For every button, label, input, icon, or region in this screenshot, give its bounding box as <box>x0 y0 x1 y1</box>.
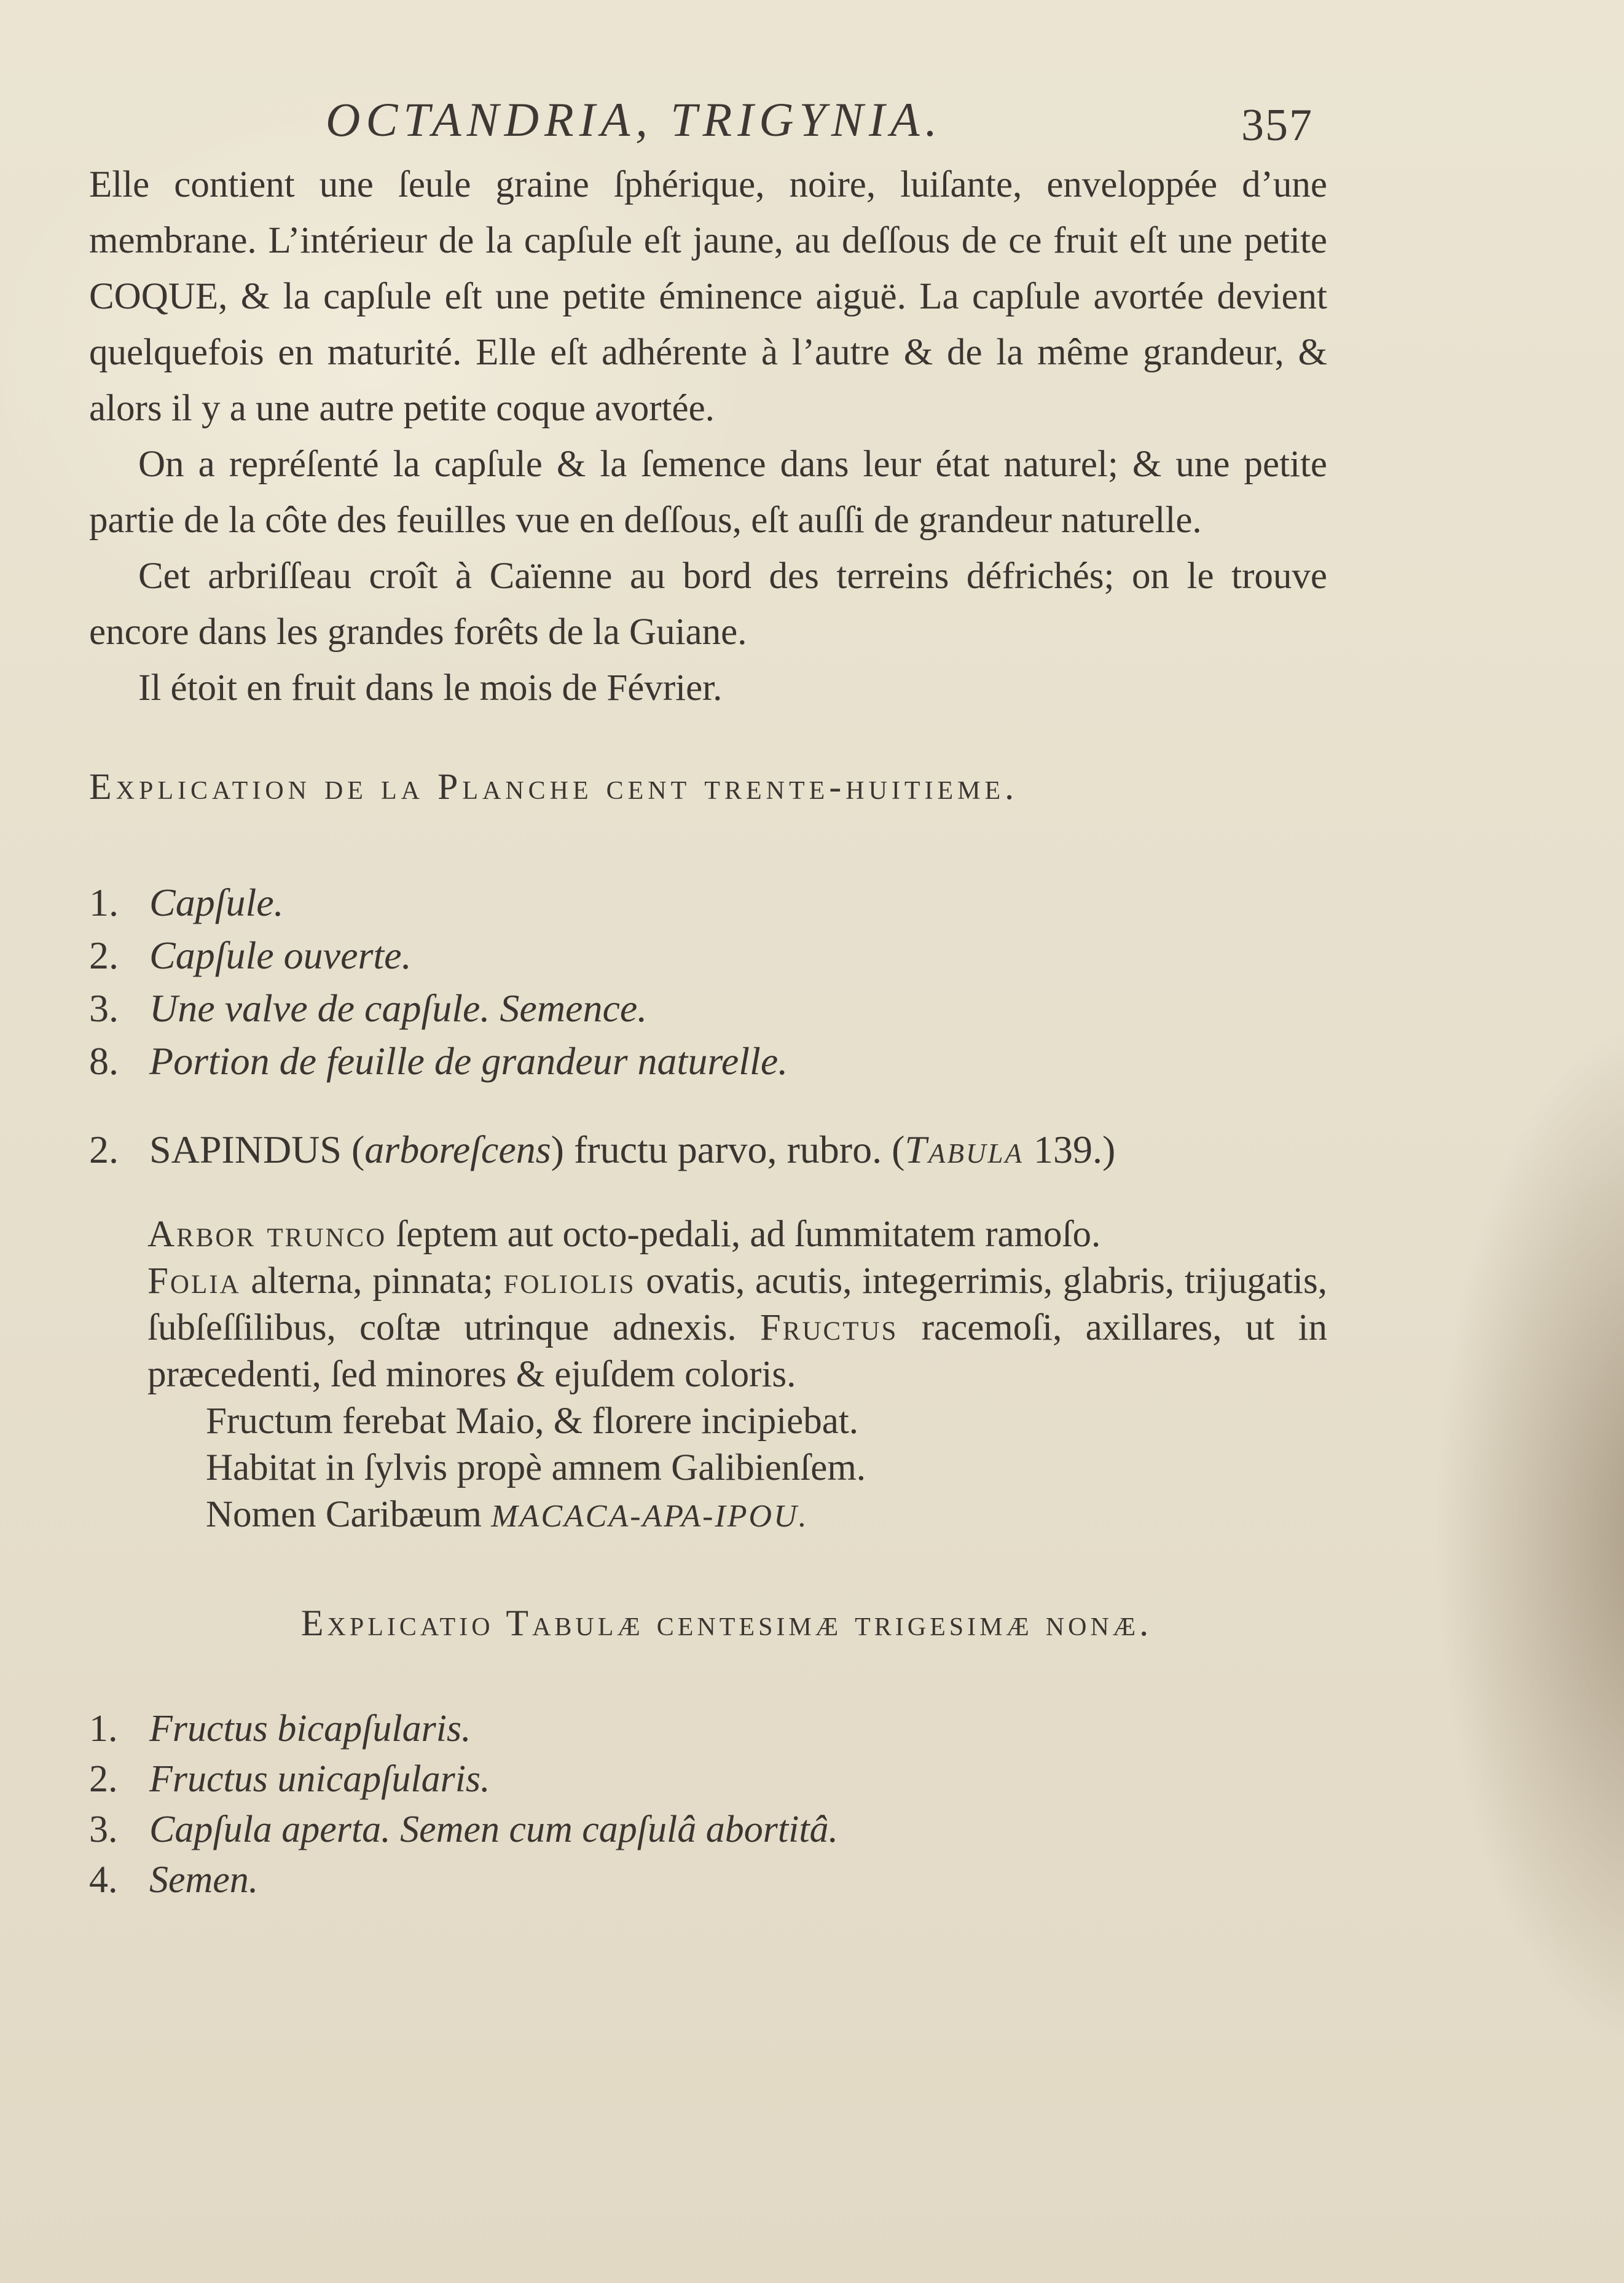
list-item <box>89 929 1327 982</box>
item-text: Portion de feuille de grandeur naturelle. <box>149 1039 788 1083</box>
item-number: 8. <box>89 1039 119 1083</box>
page-header <box>0 92 1624 160</box>
list-item <box>89 1804 1327 1855</box>
tabula-number: 139. <box>1034 1128 1102 1171</box>
latin-text: Nomen Caribæum <box>206 1494 492 1535</box>
species-diagnosis: fructu parvo, rubro. <box>573 1128 882 1171</box>
description-paragraph-1: Elle contient une ſeule graine ſphérique, noire, luiſante, enveloppée d’une membrane. L’intérieur de la capſule eſt jaune, au deſſous de ce fruit eſt une petite COQUE, & la capſule eſt une petite éminence aiguë. La capſule avortée devient quelquefois en maturité. Elle eſt adhérente à l’autre & de la même grandeur, & alors il y a une autre petite coque avortée. <box>89 164 1327 429</box>
item-text: Semen. <box>149 1859 259 1901</box>
latin-term: Arbor trunco <box>147 1214 387 1255</box>
description-paragraph-3: Cet arbriſſeau croît à Caïenne au bord des terreins défrichés; on le trouve encore dans les grandes forêts de la Guiane. <box>89 556 1327 653</box>
item-number: 1. <box>89 881 119 924</box>
list-item <box>89 1754 1327 1804</box>
latin-term: Fructus <box>759 1307 898 1348</box>
latin-text: racemoſi, axillares, ut in præcedenti, ſed minores & ejuſdem coloris. <box>147 1307 1327 1395</box>
page-number: 357 <box>1241 100 1313 151</box>
plate-explanation-list <box>89 876 1327 1088</box>
item-number: 3. <box>89 1809 118 1850</box>
tabula-explanation-list <box>89 1703 1327 1905</box>
item-number: 1. <box>89 1708 118 1750</box>
species-genus: SAPINDUS <box>149 1128 342 1171</box>
species-number: 2. <box>89 1128 119 1171</box>
item-number: 3. <box>89 986 119 1030</box>
latin-line-trunk <box>89 1211 1327 1258</box>
description-paragraph-2: On a repréſenté la capſule & la ſemence dans leur état naturel; & une petite partie de la côte des feuilles vue en deſſous, eſt auſſi de grandeur naturelle. <box>89 444 1327 541</box>
item-text: Une valve de capſule. Semence. <box>149 986 648 1030</box>
item-text: Fructus unicapſularis. <box>149 1758 490 1800</box>
latin-line-vernacular <box>147 1491 1327 1540</box>
latin-text: alterna, pinnata; <box>240 1260 504 1302</box>
species-epithet: arboreſcens <box>364 1128 551 1171</box>
latin-line-leaves <box>89 1258 1327 1398</box>
item-number: 4. <box>89 1859 118 1901</box>
item-text: Capſule ouverte. <box>149 933 412 977</box>
latin-term: foliolis <box>503 1260 636 1302</box>
tabula-label: Tabula <box>904 1128 1024 1171</box>
plate-explanation-heading: Explication de la Planche cent trente-huitieme. <box>89 766 1019 807</box>
list-item <box>89 982 1327 1035</box>
page-body <box>89 157 1327 1905</box>
list-item <box>89 1703 1327 1754</box>
latin-line-flowering: Fructum ferebat Maio, & florere incipiebat. <box>206 1401 859 1442</box>
latin-text: ovatis, acutis, integerrimis, glabris, trijugatis, ſubſeſſilibus, coſtæ utrinque adnexis. <box>147 1260 1327 1348</box>
running-title: OCTANDRIA, TRIGYNIA. <box>326 93 943 146</box>
latin-text: ſeptem aut octo-pedali, ad ſummitatem ramoſo. <box>386 1214 1101 1255</box>
latin-term: Folia <box>147 1260 241 1302</box>
latin-description <box>89 1211 1327 1540</box>
list-item <box>89 1035 1327 1088</box>
list-item <box>89 876 1327 929</box>
list-item <box>89 1855 1327 1905</box>
item-number: 2. <box>89 933 119 977</box>
item-number: 2. <box>89 1758 118 1800</box>
item-text: Capſule. <box>149 881 284 924</box>
latin-line-habitat: Habitat in ſylvis propè amnem Galibienſem. <box>206 1447 866 1488</box>
item-text: Fructus bicapſularis. <box>149 1708 471 1750</box>
vernacular-name: MACACA-APA-IPOU. <box>491 1499 809 1534</box>
description-paragraph-4: Il étoit en fruit dans le mois de Février. <box>138 667 723 709</box>
tabula-explanation-heading: Explicatio Tabulæ centesimæ trigesimæ nonæ. <box>300 1603 1153 1643</box>
item-text: Capſula aperta. Semen cum capſulâ abortitâ. <box>149 1809 839 1850</box>
species-entry: 2. SAPINDUS (arboreſcens) fructu parvo, rubro. (Tabula 139.) <box>89 1122 1327 1177</box>
